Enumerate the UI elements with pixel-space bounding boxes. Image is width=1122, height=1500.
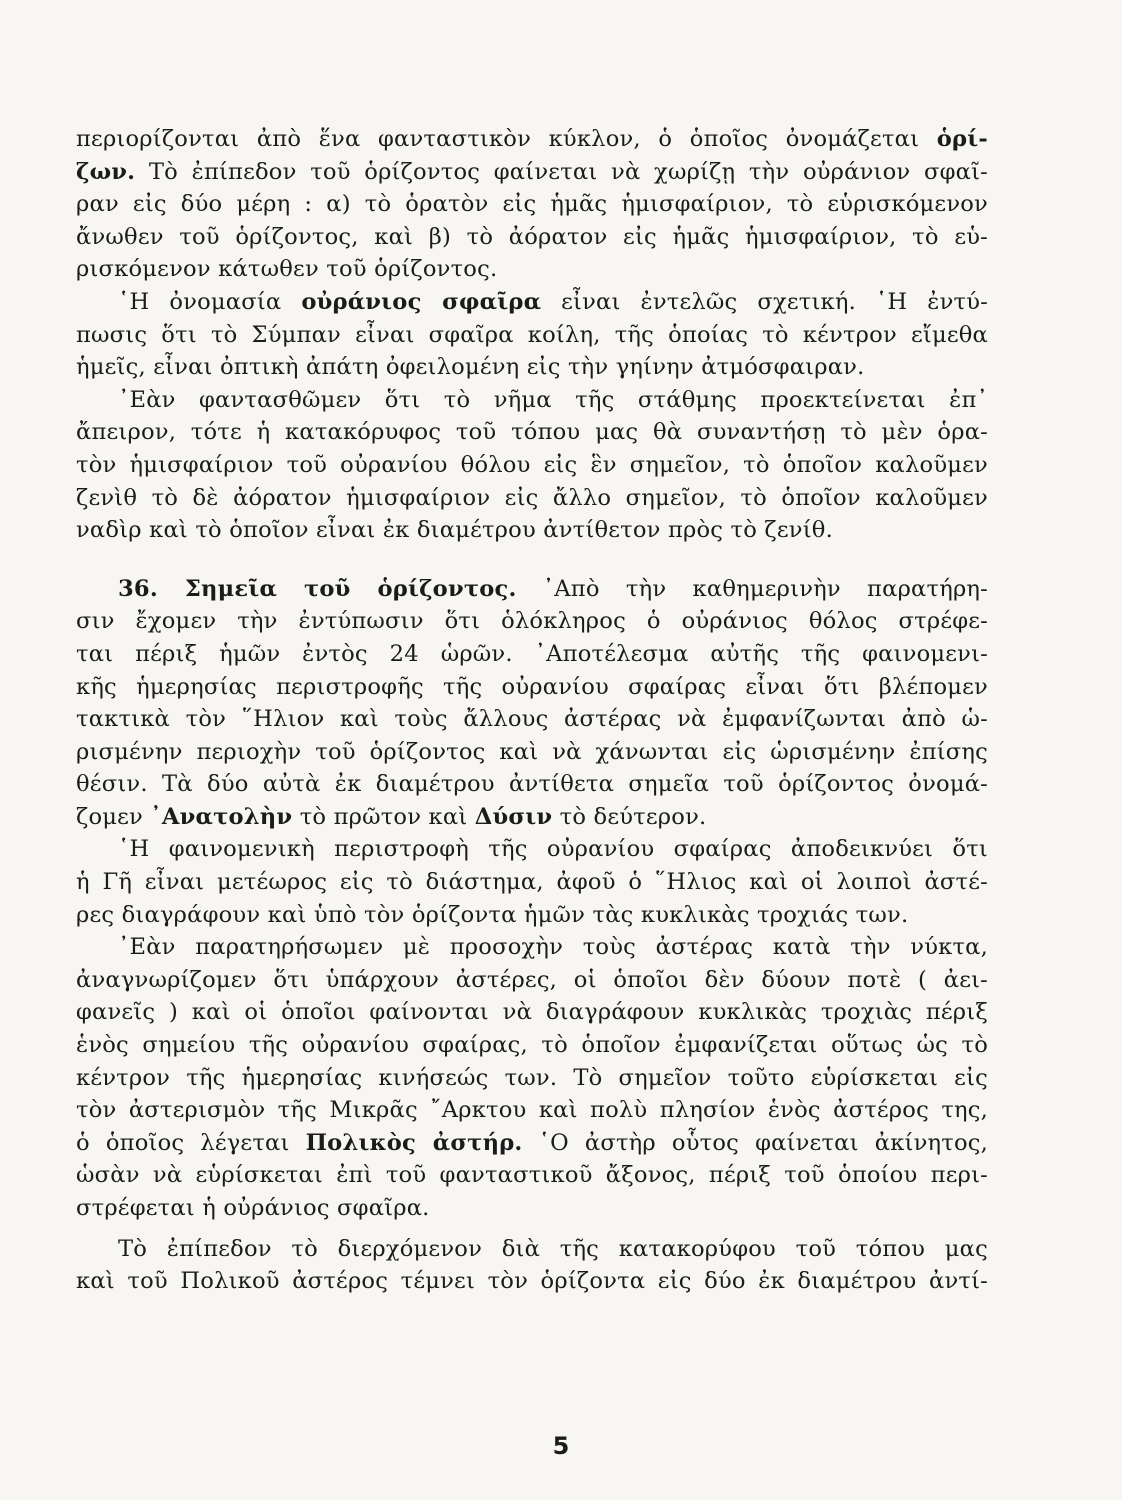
text: ζομεν	[76, 803, 143, 830]
text-line: ναδὶρ καὶ τὸ ὁποῖον εἶναι ἐκ διαμέτρου ἀντίθετον πρὸς τὸ ζενίθ.	[76, 517, 833, 544]
paragraph-earth-suspended	[76, 833, 988, 931]
spacer	[76, 1225, 988, 1233]
paragraph-zenith-nadir	[76, 384, 988, 547]
text-line: τὸν ἡμισφαίριον τοῦ οὐρανίου θόλου εἰς ἓν σημεῖον, τὸ ὁποῖον καλοῦμεν	[76, 451, 988, 478]
text: εἶναι ἐντελῶς σχετική. ῾Η ἐντύ-	[561, 288, 988, 315]
text-line: ῾Η φαινομενικὴ περιστροφὴ τῆς οὐρανίου σφαίρας ἀποδεικνύει ὅτι	[118, 836, 988, 863]
text: ᾿Απὸ τὴν καθημερινὴν παρατήρη-	[542, 575, 988, 602]
text-line: πωσις ὅτι τὸ Σύμπαν εἶναι σφαῖρα κοίλη, τῆς ὁποίας τὸ κέντρον εἴμεθα	[76, 321, 988, 348]
bold-term: οὐράνιος σφαῖρα	[301, 288, 542, 315]
bold-term: Πολικὸς ἀστήρ.	[305, 1129, 523, 1156]
text: ῾Ο ἀστὴρ οὗτος φαίνεται ἀκίνητος,	[538, 1129, 988, 1156]
text-line: ἀναγνωρίζομεν ὅτι ὑπάρχουν ἀστέρες, οἱ ὁποῖοι δὲν δύουν ποτὲ ( ἀει-	[76, 966, 988, 993]
text-line	[76, 123, 988, 156]
text-line: ᾿Εὰν παρατηρήσωμεν μὲ προσοχὴν τοὺς ἀστέρας κατὰ τὴν νύκτα,	[118, 934, 988, 961]
text-line	[76, 1127, 988, 1160]
text-line: ἄπειρον, τότε ἡ κατακόρυφος τοῦ τόπου μας θὰ συναντήσῃ τὸ μὲν ὁρα-	[76, 419, 988, 446]
text-line: ται πέριξ ἡμῶν ἐντὸς 24 ὡρῶν. ᾿Αποτέλεσμα αὐτῆς τῆς φαινομενι-	[76, 640, 988, 667]
text: Τὸ ἐπίπεδον τοῦ ὁρίζοντος φαίνεται νὰ χωρίζῃ τὴν οὐράνιον σφαῖ-	[148, 158, 988, 185]
text-line	[76, 286, 988, 319]
paragraph-meridian-plane	[76, 1233, 988, 1298]
text-line: κέντρον τῆς ἡμερησίας κινήσεώς των. Τὸ σημεῖον τοῦτο εὑρίσκεται εἰς	[76, 1064, 988, 1091]
text-line: φανεῖς ) καὶ οἱ ὁποῖοι φαίνονται νὰ διαγράφουν κυκλικὰς τροχιὰς πέριξ	[76, 999, 988, 1026]
text-line	[76, 801, 988, 834]
text-line: ζενὶθ τὸ δὲ ἀόρατον ἡμισφαίριον εἰς ἄλλο σημεῖον, τὸ ὁποῖον καλοῦμεν	[76, 484, 988, 511]
text: ῾Η ὀνομασία	[118, 288, 282, 315]
text-line: θέσιν. Τὰ δύο αὐτὰ ἐκ διαμέτρου ἀντίθετα σημεῖα τοῦ ὁρίζοντος ὀνομά-	[76, 771, 988, 798]
text-line: ρισμένην περιοχὴν τοῦ ὁρίζοντος καὶ νὰ χάνωνται εἰς ὡρισμένην ἐπίσης	[76, 738, 988, 765]
bold-term: ὁρί-	[936, 126, 988, 152]
text: τὸ πρῶτον καὶ	[299, 803, 468, 830]
text-line: ἑνὸς σημείου τῆς οὐρανίου σφαίρας, τὸ ὁποῖον ἐμφανίζεται οὕτως ὡς τὸ	[76, 1032, 988, 1059]
text: ὁ ὁποῖος λέγεται	[76, 1129, 290, 1156]
bold-term: Δύσιν	[474, 803, 553, 830]
text-line: ὡσὰν νὰ εὑρίσκεται ἐπὶ τοῦ φανταστικοῦ ἄξονος, πέριξ τοῦ ὁποίου περι-	[76, 1162, 988, 1189]
text-line: ἡμεῖς, εἶναι ὀπτικὴ ἀπάτη ὀφειλομένη εἰς τὴν γηίνην ἀτμόσφαιραν.	[76, 354, 865, 381]
text-line: ρες διαγράφουν καὶ ὑπὸ τὸν ὁρίζοντα ἡμῶν τὰς κυκλικὰς τροχιάς των.	[76, 901, 909, 928]
text-line: σιν ἔχομεν τὴν ἐντύπωσιν ὅτι ὁλόκληρος ὁ οὐράνιος θόλος στρέφε-	[76, 608, 988, 635]
text: τὸ δεύτερον.	[559, 803, 707, 830]
text-line: καὶ τοῦ Πολικοῦ ἀστέρος τέμνει τὸν ὁρίζοντα εἰς δύο ἐκ διαμέτρου ἀντί-	[76, 1268, 988, 1295]
text-line: ἄνωθεν τοῦ ὁρίζοντος, καὶ β) τὸ ἀόρατον εἰς ἡμᾶς ἡμισφαίριον, τὸ εὑ-	[76, 223, 988, 250]
section-heading-line	[76, 573, 988, 606]
section-heading: 36. Σημεῖα τοῦ ὁρίζοντος.	[118, 575, 517, 602]
paragraph-horizon	[76, 123, 988, 286]
paragraph-celestial-sphere	[76, 286, 988, 384]
text-line: ἡ Γῆ εἶναι μετέωρος εἰς τὸ διάστημα, ἀφοῦ ὁ ῞Ηλιος καὶ οἱ λοιποὶ ἀστέ-	[76, 869, 988, 896]
text-line: κῆς ἡμερησίας περιστροφῆς τῆς οὐρανίου σφαίρας εἶναι ὅτι βλέπομεν	[76, 673, 988, 700]
spacer	[76, 547, 988, 573]
text: περιορίζονται ἀπὸ ἕνα φανταστικὸν κύκλον, ὁ ὁποῖος ὀνομάζεται	[76, 126, 920, 152]
text-line: ραν εἰς δύο μέρη : α) τὸ ὁρατὸν εἰς ἡμᾶς ἡμισφαίριον, τὸ εὑρισκόμενον	[76, 191, 988, 218]
section-36	[76, 573, 988, 834]
bold-term: ᾿Ανατολὴν	[150, 803, 293, 830]
book-page	[76, 123, 988, 1298]
text-line: στρέφεται ἡ οὐράνιος σφαῖρα.	[76, 1195, 430, 1221]
text-line: ρισκόμενον κάτωθεν τοῦ ὁρίζοντος.	[76, 256, 498, 283]
text-line: Τὸ ἐπίπεδον τὸ διερχόμενον διὰ τῆς κατακορύφου τοῦ τόπου μας	[118, 1235, 988, 1262]
text-line	[76, 156, 988, 189]
text-line: τακτικὰ τὸν ῞Ηλιον καὶ τοὺς ἄλλους ἀστέρας νὰ ἐμφανίζωνται ἀπὸ ὡ-	[76, 706, 988, 733]
paragraph-polar-star	[76, 931, 988, 1224]
bold-term: ζων.	[76, 158, 136, 185]
text-line: τὸν ἀστερισμὸν τῆς Μικρᾶς ῎Αρκτου καὶ πολὺ πλησίον ἑνὸς ἀστέρος της,	[76, 1097, 988, 1124]
text-line: ᾿Εὰν φαντασθῶμεν ὅτι τὸ νῆμα τῆς στάθμης προεκτείνεται ἐπ᾿	[118, 386, 988, 413]
page-number: 5	[552, 1432, 570, 1460]
